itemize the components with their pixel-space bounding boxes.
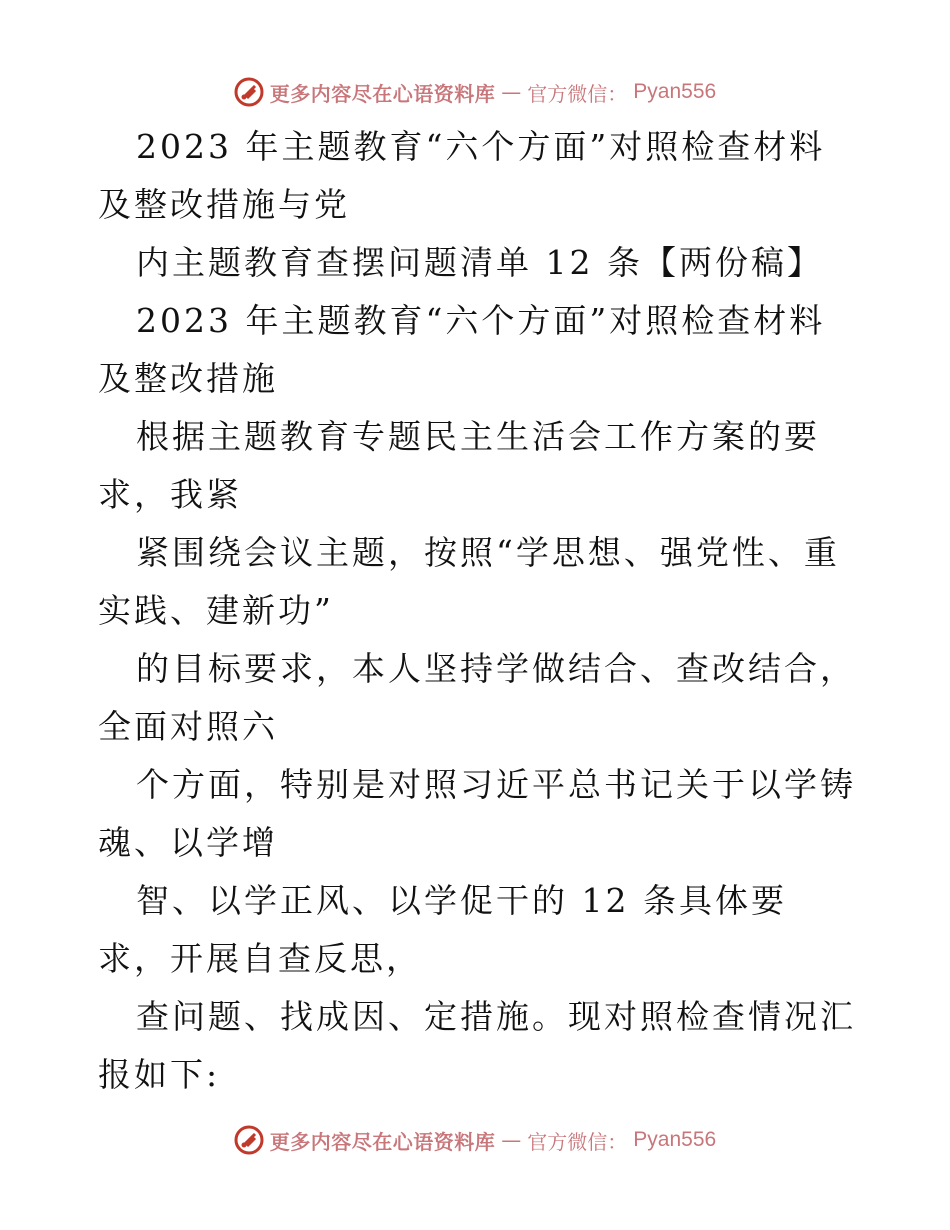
paragraph: 2023 年主题教育“六个方面”对照检查材料及整改措施与党 [98, 127, 826, 224]
quill-logo-icon [234, 77, 264, 107]
footer-watermark [0, 1120, 950, 1160]
paragraph: 紧围绕会议主题，按照“学思想、强党性、重实践、建新功” [98, 533, 840, 630]
document-body [98, 118, 858, 1104]
watermark-separator: — [501, 1128, 522, 1152]
watermark-wechat-id: Pyan556 [633, 1128, 717, 1151]
paragraph: 查问题、找成因、定措施。现对照检查情况汇报如下: [98, 997, 856, 1094]
paragraph: 内主题教育查摆问题清单 12 条【两份稿】 [136, 243, 823, 282]
watermark-wechat-label: 官方微信： [527, 1129, 628, 1154]
watermark-site-text: 更多内容尽在心语资料库 [269, 81, 496, 106]
paragraph: 个方面，特别是对照习近平总书记关于以学铸魂、以学增 [98, 765, 856, 862]
watermark-wechat-label: 官方微信： [527, 81, 628, 106]
paragraph: 根据主题教育专题民主生活会工作方案的要求，我紧 [98, 417, 820, 514]
watermark-separator: — [501, 80, 522, 104]
watermark-wechat-id: Pyan556 [633, 80, 717, 103]
watermark-site-text: 更多内容尽在心语资料库 [269, 1129, 496, 1154]
quill-logo-icon [234, 1125, 264, 1155]
paragraph: 智、以学正风、以学促干的 12 条具体要求，开展自查反思， [98, 881, 787, 978]
paragraph: 2023 年主题教育“六个方面”对照检查材料及整改措施 [98, 301, 826, 398]
paragraph: 的目标要求，本人坚持学做结合、查改结合，全面对照六 [98, 649, 856, 746]
header-watermark [0, 72, 950, 112]
